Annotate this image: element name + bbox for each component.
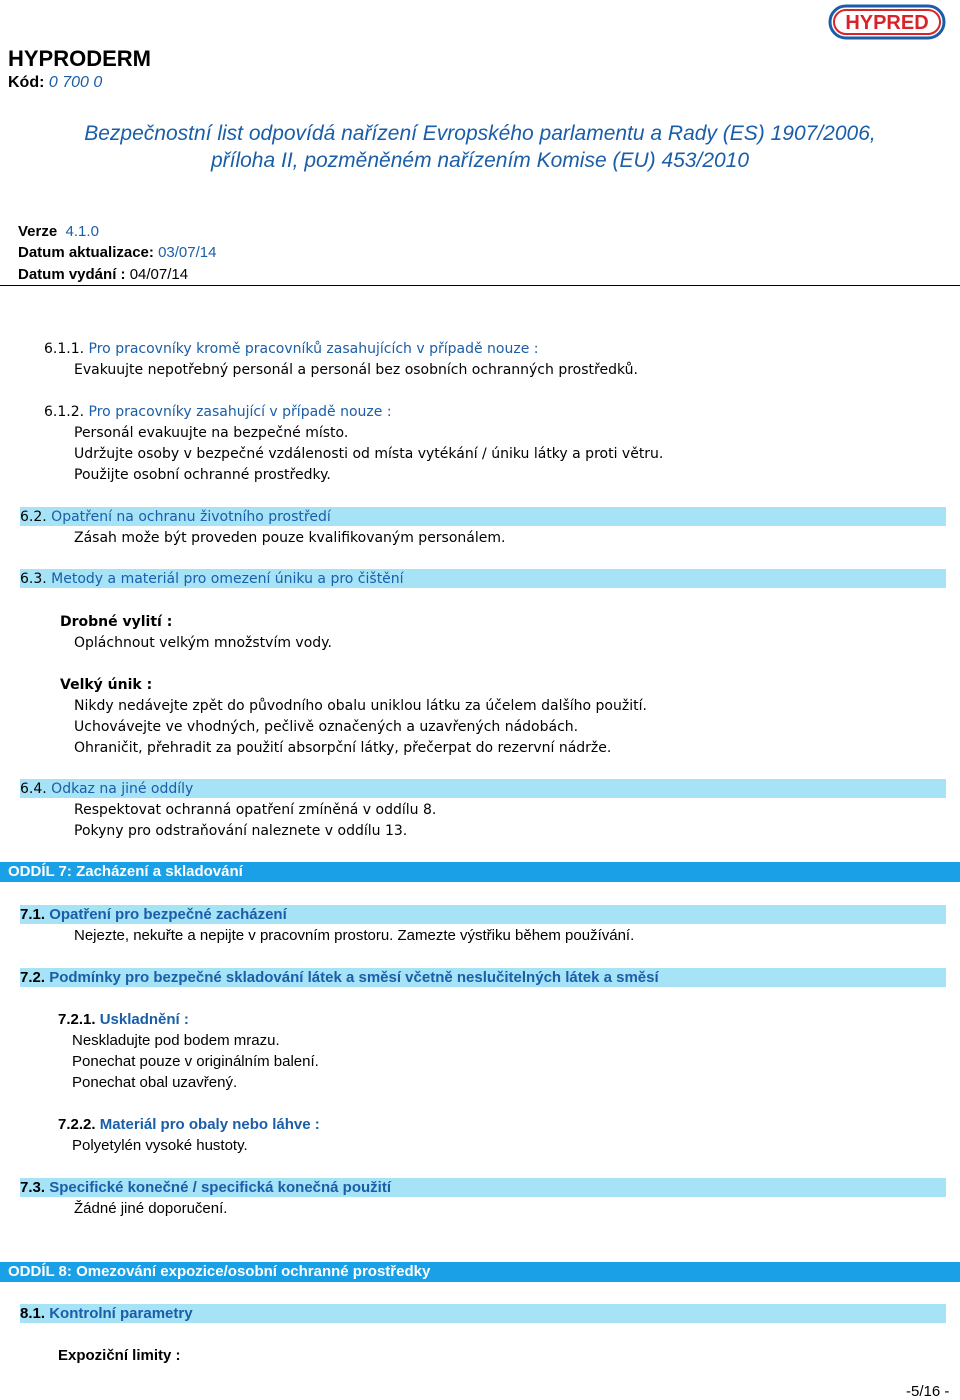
section-text: Uchovávejte ve vhodných, pečlivě označených a uzavřených nádobách. — [74, 719, 579, 735]
section-number: 6.4. — [20, 781, 47, 797]
section-number: 6.1.2. — [44, 404, 85, 420]
section-text: Opláchnout velkým množstvím vody. — [74, 635, 332, 651]
large-spill-label: Velký únik : — [60, 677, 153, 693]
document-title-line2: příloha II, pozměněném nařízením Komise (EU) 453/2010 — [210, 149, 750, 172]
page-number: -5/16 - — [906, 1383, 950, 1400]
section-6-4-heading — [20, 780, 193, 798]
section-title: Opatření na ochranu životního prostředí — [51, 509, 331, 525]
section-number: 7.2.1. — [58, 1011, 96, 1028]
section-7-2-1-heading — [58, 1011, 189, 1029]
section-6-1-1-heading — [44, 340, 538, 358]
section-text: Personál evakuujte na bezpečné místo. — [74, 425, 349, 441]
section-8-1-heading — [20, 1305, 193, 1323]
section-number: 7.2.2. — [58, 1116, 96, 1133]
section-title: Specifické konečné / specifická konečná použití — [49, 1179, 391, 1196]
section-text: Použijte osobní ochranné prostředky. — [74, 467, 331, 483]
product-code — [8, 74, 102, 92]
header-divider — [0, 285, 960, 286]
section-text: Respektovat ochranná opatření zmíněná v oddílu 8. — [74, 802, 437, 818]
section-title: Metody a materiál pro omezení úniku a pro čištění — [51, 571, 404, 587]
section-text: Nejezte, nekuřte a nepijte v pracovním prostoru. Zamezte výstřiku během používání. — [74, 927, 635, 944]
section-6-1-2-heading — [44, 403, 392, 421]
update-value: 03/07/14 — [158, 244, 217, 261]
section-8-title: ODDÍL 8: Omezování expozice/osobní ochranné prostředky — [8, 1263, 431, 1280]
section-number: 6.1.1. — [44, 341, 85, 357]
section-number: 7.2. — [20, 969, 46, 986]
code-value: 0 700 0 — [48, 74, 103, 91]
code-label: Kód: — [8, 74, 45, 91]
section-title: Uskladnění : — [99, 1011, 189, 1028]
section-title: Opatření pro bezpečné zacházení — [49, 906, 287, 923]
version-label: Verze — [18, 223, 58, 240]
small-spill-label: Drobné vylití : — [60, 614, 173, 630]
product-name: HYPRODERM — [8, 46, 152, 71]
section-number: 7.1. — [20, 906, 46, 923]
section-text: Nikdy nedávejte zpět do původního obalu uniklou látku za účelem dalšího použití. — [74, 698, 647, 714]
section-number: 6.3. — [20, 571, 47, 587]
section-text: Neskladujte pod bodem mrazu. — [72, 1032, 280, 1049]
section-number: 6.2. — [20, 509, 47, 525]
section-6-3-heading — [20, 570, 404, 588]
section-number: 7.3. — [20, 1179, 46, 1196]
section-text: Pokyny pro odstraňování naleznete v oddílu 13. — [74, 823, 408, 839]
section-7-title: ODDÍL 7: Zacházení a skladování — [8, 863, 243, 880]
section-title: Pro pracovníky kromě pracovníků zasahujících v případě nouze : — [88, 341, 539, 357]
issue-value: 04/07/14 — [129, 266, 189, 283]
version-row — [18, 223, 99, 241]
section-title: Kontrolní parametry — [49, 1305, 193, 1322]
section-6-2-heading — [20, 508, 331, 526]
section-title: Podmínky pro bezpečné skladování látek a směsí včetně neslučitelných látek a směsí — [49, 969, 659, 986]
version-value: 4.1.0 — [65, 223, 99, 240]
section-text: Udržujte osoby v bezpečné vzdálenosti od místa vytékání / úniku látky a proti větru. — [74, 446, 664, 462]
issue-label: Datum vydání : — [18, 266, 126, 283]
section-title: Materiál pro obaly nebo láhve : — [99, 1116, 320, 1133]
issue-row — [18, 266, 188, 284]
section-number: 8.1. — [20, 1305, 46, 1322]
section-text: Zásah može být proveden pouze kvalifikovaným personálem. — [74, 530, 506, 546]
document-title-line1: Bezpečnostní list odpovídá nařízení Evropského parlamentu a Rady (ES) 1907/2006, — [84, 122, 876, 145]
hypred-logo — [828, 4, 946, 40]
update-row — [18, 244, 216, 262]
section-7-2-2-heading — [58, 1116, 320, 1134]
section-title: Pro pracovníky zasahující v případě nouze : — [88, 404, 392, 420]
section-text: Ponechat pouze v originálním balení. — [72, 1053, 319, 1070]
section-7-2-heading — [20, 969, 659, 987]
section-text: Evakuujte nepotřebný personál a personál bez osobních ochranných prostředků. — [74, 362, 638, 378]
exposure-limits-label: Expoziční limity : — [58, 1347, 181, 1364]
section-text: Žádné jiné doporučení. — [74, 1200, 228, 1217]
update-label: Datum aktualizace: — [18, 244, 154, 261]
section-title: Odkaz na jiné oddíly — [51, 781, 194, 797]
section-7-1-heading — [20, 906, 287, 924]
section-text: Ponechat obal uzavřený. — [72, 1074, 238, 1091]
section-text: Ohraničit, přehradit za použití absorpční látky, přečerpat do rezervní nádrže. — [74, 740, 612, 756]
section-7-3-heading — [20, 1179, 391, 1197]
section-text: Polyetylén vysoké hustoty. — [72, 1137, 248, 1154]
logo-text: HYPRED — [845, 12, 929, 34]
